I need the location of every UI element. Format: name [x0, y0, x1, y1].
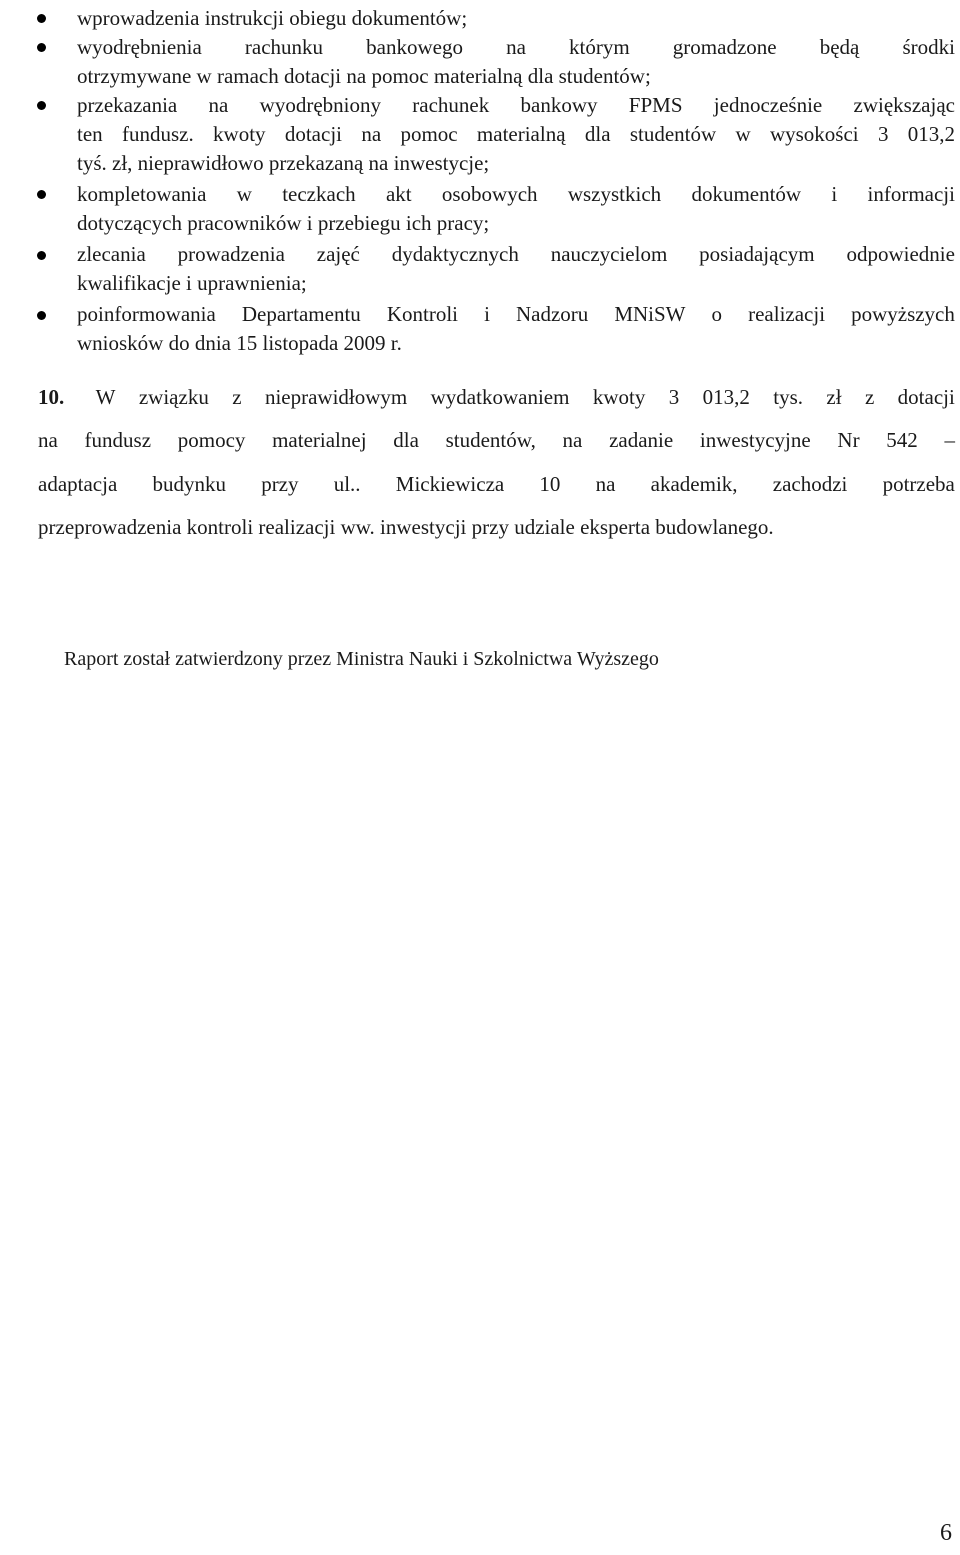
list-item-text-line: kompletowania w teczkach akt osobowych wszystkich dokumentów i informacji [77, 182, 955, 206]
list-item-text-line: poinformowania Departamentu Kontroli i Nadzoru MNiSW o realizacji powyższych [77, 302, 955, 326]
list-item-text-line: otrzymywane w ramach dotacji na pomoc materialną dla studentów; [77, 64, 651, 88]
list-item-text-line: wyodrębnienia rachunku bankowego na którym gromadzone będą środki [77, 35, 955, 59]
section-10-text-line: przeprowadzenia kontroli realizacji ww. inwestycji przy udziale eksperta budowlanego. [38, 515, 774, 539]
approval-note: Raport został zatwierdzony przez Ministra Nauki i Szkolnictwa Wyższego [64, 648, 659, 670]
section-number: 10. [38, 385, 65, 409]
bullet-icon [37, 101, 46, 110]
list-item-text-line: tyś. zł, nieprawidłowo przekazaną na inwestycje; [77, 151, 490, 175]
list-item-text-line: zlecania prowadzenia zajęć dydaktycznych nauczycielom posiadającym odpowiednie [77, 242, 955, 266]
list-item-text-line: wprowadzenia instrukcji obiegu dokumentów; [77, 6, 468, 30]
page-number: 6 [940, 1520, 952, 1546]
list-item-text-line: przekazania na wyodrębniony rachunek bankowy FPMS jednocześnie zwiększając [77, 93, 955, 117]
list-item-text-line: kwalifikacje i uprawnienia; [77, 271, 307, 295]
section-10-text-line: 10. W związku z nieprawidłowym wydatkowaniem kwoty 3 013,2 tys. zł z dotacji [38, 383, 955, 412]
list-item-text-line: ten fundusz. kwoty dotacji na pomoc materialną dla studentów w wysokości 3 013,2 [77, 122, 955, 146]
bullet-icon [37, 43, 46, 52]
bullet-icon [37, 311, 46, 320]
section-10-text-line: na fundusz pomocy materialnej dla studentów, na zadanie inwestycyjne Nr 542 – [38, 428, 955, 452]
bullet-icon [37, 190, 46, 199]
list-item-text-line: dotyczących pracowników i przebiegu ich pracy; [77, 211, 490, 235]
list-item-text-line: wniosków do dnia 15 listopada 2009 r. [77, 331, 402, 355]
section-10-text-line: adaptacja budynku przy ul.. Mickiewicza 10 na akademik, zachodzi potrzeba [38, 472, 955, 496]
bullet-icon [37, 251, 46, 260]
bullet-icon [37, 14, 46, 23]
